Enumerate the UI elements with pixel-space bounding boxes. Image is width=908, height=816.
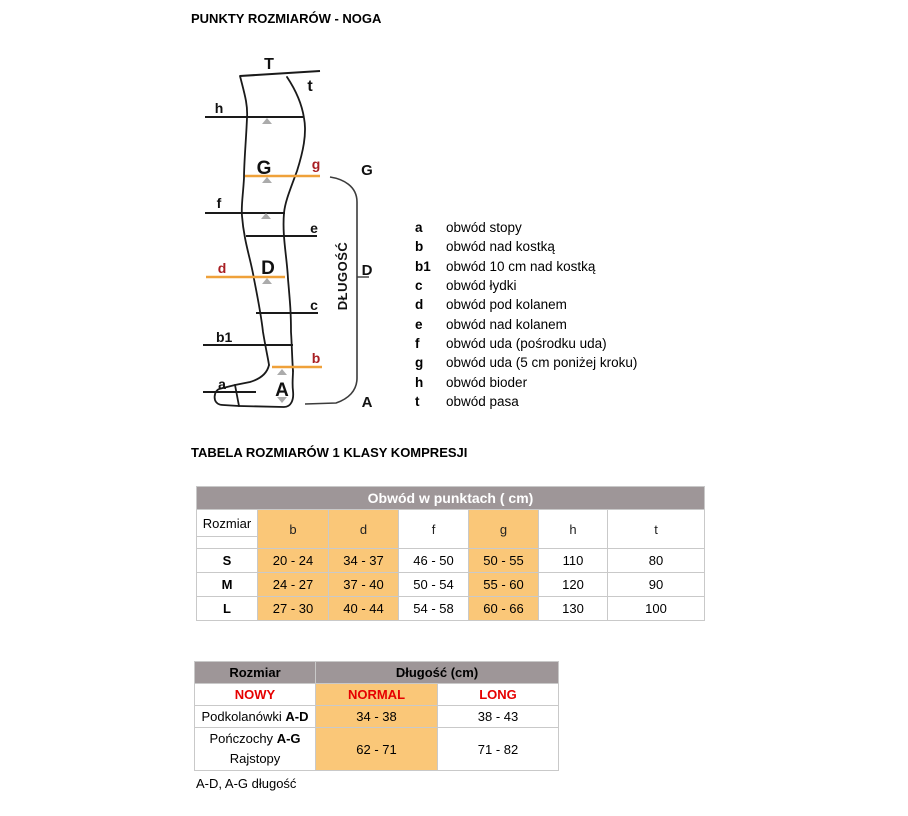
legend-item <box>415 373 637 392</box>
label-A: A <box>275 380 289 401</box>
legend-desc: obwód uda (5 cm poniżej kroku) <box>446 355 638 371</box>
measurement-legend <box>415 218 637 411</box>
legend-desc: obwód 10 cm nad kostką <box>446 258 596 274</box>
bracket-label-G: G <box>361 162 373 179</box>
legend-key: d <box>415 297 424 313</box>
legend-item <box>415 257 637 276</box>
table-row <box>197 549 705 573</box>
table-row <box>197 573 705 597</box>
legend-key: g <box>415 355 424 371</box>
table-cell: 20 - 24 <box>258 549 329 573</box>
marker-triangle-h-icon <box>262 118 272 124</box>
legend-item <box>415 392 637 411</box>
footnote: A-D, A-G długość <box>196 776 297 791</box>
size-label: L <box>197 597 258 621</box>
page-title: PUNKTY ROZMIARÓW - NOGA <box>191 11 382 26</box>
label-g: g <box>311 156 321 172</box>
legend-item <box>415 237 637 256</box>
col-header-t: t <box>608 510 705 549</box>
foot-toe-seam <box>235 385 239 406</box>
table-row <box>195 728 559 771</box>
waist-line <box>240 71 320 76</box>
table-cell: 46 - 50 <box>399 549 469 573</box>
table-cell: 130 <box>539 597 608 621</box>
table-cell: 62 - 71 <box>316 728 438 771</box>
product-range: A-D <box>285 708 309 724</box>
table-cell: 24 - 27 <box>258 573 329 597</box>
variant-normal: NORMAL <box>316 684 438 706</box>
table-cell: 50 - 55 <box>469 549 539 573</box>
legend-key: b <box>415 239 424 255</box>
product-name: Podkolanówki <box>201 708 282 724</box>
label-D: D <box>261 258 275 279</box>
legend-key: c <box>415 278 423 294</box>
label-f: f <box>216 195 222 211</box>
label-d: d <box>217 260 227 276</box>
variant-nowy: NOWY <box>195 684 316 706</box>
table-cell: 34 - 37 <box>329 549 399 573</box>
legend-desc: obwód bioder <box>446 374 528 390</box>
legend-item <box>415 295 637 314</box>
bracket-label-A: A <box>361 394 373 411</box>
legend-desc: obwód pod kolanem <box>446 297 567 313</box>
length-table-col2-header: Długość (cm) <box>316 662 559 684</box>
variant-row <box>195 684 559 706</box>
label-t: t <box>307 78 313 95</box>
product-cell <box>195 728 316 771</box>
table-cell: 38 - 43 <box>438 706 559 728</box>
length-table <box>194 661 559 771</box>
table-cell: 40 - 44 <box>329 597 399 621</box>
legend-desc: obwód nad kolanem <box>446 316 567 332</box>
legend-key: t <box>415 394 420 410</box>
table-cell: 120 <box>539 573 608 597</box>
label-h: h <box>214 100 224 116</box>
marker-triangle-b-icon <box>277 369 287 375</box>
table-cell: 34 - 38 <box>316 706 438 728</box>
legend-key: a <box>415 220 423 235</box>
size-label: S <box>197 549 258 573</box>
table-cell: 37 - 40 <box>329 573 399 597</box>
col-header-b: b <box>258 510 329 549</box>
size-table-title: TABELA ROZMIARÓW 1 KLASY KOMPRESJI <box>191 445 468 460</box>
length-axis-label: DŁUGOŚĆ <box>335 241 350 311</box>
col-header-g: g <box>469 510 539 549</box>
leg-outline-right <box>284 77 305 371</box>
table-cell: 90 <box>608 573 705 597</box>
table-row <box>197 597 705 621</box>
legend-item <box>415 353 637 372</box>
label-e: e <box>310 220 318 236</box>
leg-outline-left <box>240 76 269 365</box>
col-header-h: h <box>539 510 608 549</box>
label-G: G <box>256 158 272 179</box>
table-cell: 55 - 60 <box>469 573 539 597</box>
table-cell: 80 <box>608 549 705 573</box>
product-name: Pończochy <box>209 731 274 746</box>
leg-diagram <box>195 54 400 422</box>
legend-desc: obwód łydki <box>446 278 517 294</box>
table-cell: 60 - 66 <box>469 597 539 621</box>
row-label-header: Rozmiar <box>197 510 258 537</box>
bracket-label-D: D <box>361 262 373 279</box>
legend-item <box>415 315 637 334</box>
table-cell: 27 - 30 <box>258 597 329 621</box>
size-table-header: Obwód w punktach ( cm) <box>197 487 705 510</box>
table-row <box>195 706 559 728</box>
label-a: a <box>218 376 226 392</box>
label-b1: b1 <box>216 329 233 345</box>
product-name-2: Rajstopy <box>229 751 281 766</box>
legend-key: e <box>415 316 423 332</box>
legend-item <box>415 276 637 295</box>
legend-key: b1 <box>415 258 431 274</box>
table-cell: 54 - 58 <box>399 597 469 621</box>
size-table <box>196 486 705 621</box>
variant-long: LONG <box>438 684 559 706</box>
table-cell: 71 - 82 <box>438 728 559 771</box>
table-cell: 110 <box>539 549 608 573</box>
legend-desc: obwód stopy <box>446 220 522 235</box>
product-cell <box>195 706 316 728</box>
table-cell: 50 - 54 <box>399 573 469 597</box>
legend-key: h <box>415 374 424 390</box>
col-header-f: f <box>399 510 469 549</box>
legend-desc: obwód pasa <box>446 394 519 410</box>
table-cell: 100 <box>608 597 705 621</box>
product-range: A-G <box>276 731 301 746</box>
label-c: c <box>310 297 318 313</box>
label-T: T <box>264 56 274 73</box>
col-header-d: d <box>329 510 399 549</box>
legend-key: f <box>415 336 420 352</box>
legend-item <box>415 334 637 353</box>
legend-item <box>415 218 637 237</box>
spacer-cell <box>197 537 258 549</box>
foot-top <box>235 365 269 385</box>
size-label: M <box>197 573 258 597</box>
legend-desc: obwód nad kostką <box>446 239 555 255</box>
length-table-col1-header: Rozmiar <box>195 662 316 684</box>
legend-desc: obwód uda (pośrodku uda) <box>446 336 607 352</box>
label-b: b <box>311 350 321 366</box>
